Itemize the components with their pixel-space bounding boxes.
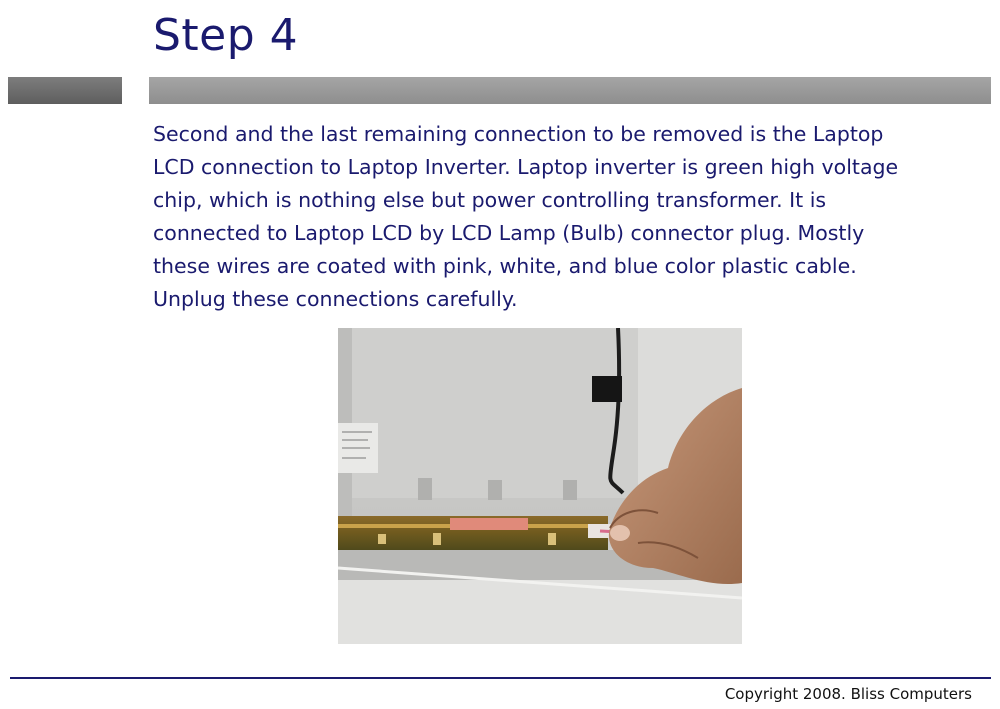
body-line: these wires are coated with pink, white, and blue color plastic cable.	[153, 254, 857, 278]
body-text	[153, 118, 983, 316]
body-line: chip, which is nothing else but power controlling transformer. It is	[153, 188, 827, 212]
body-line: LCD connection to Laptop Inverter. Laptop inverter is green high voltage	[153, 155, 899, 179]
copyright-footer: Copyright 2008. Bliss Computers	[724, 685, 972, 703]
slide-title: Step 4	[153, 10, 299, 61]
body-line: Unplug these connections carefully.	[153, 287, 518, 311]
header-bar-right	[149, 77, 991, 104]
inverter-photo	[338, 328, 742, 644]
body-line: Second and the last remaining connection to be removed is the Laptop	[153, 122, 884, 146]
body-line: connected to Laptop LCD by LCD Lamp (Bulb) connector plug. Mostly	[153, 221, 865, 245]
footer-rule	[10, 677, 991, 679]
header-bar-left	[8, 77, 122, 104]
